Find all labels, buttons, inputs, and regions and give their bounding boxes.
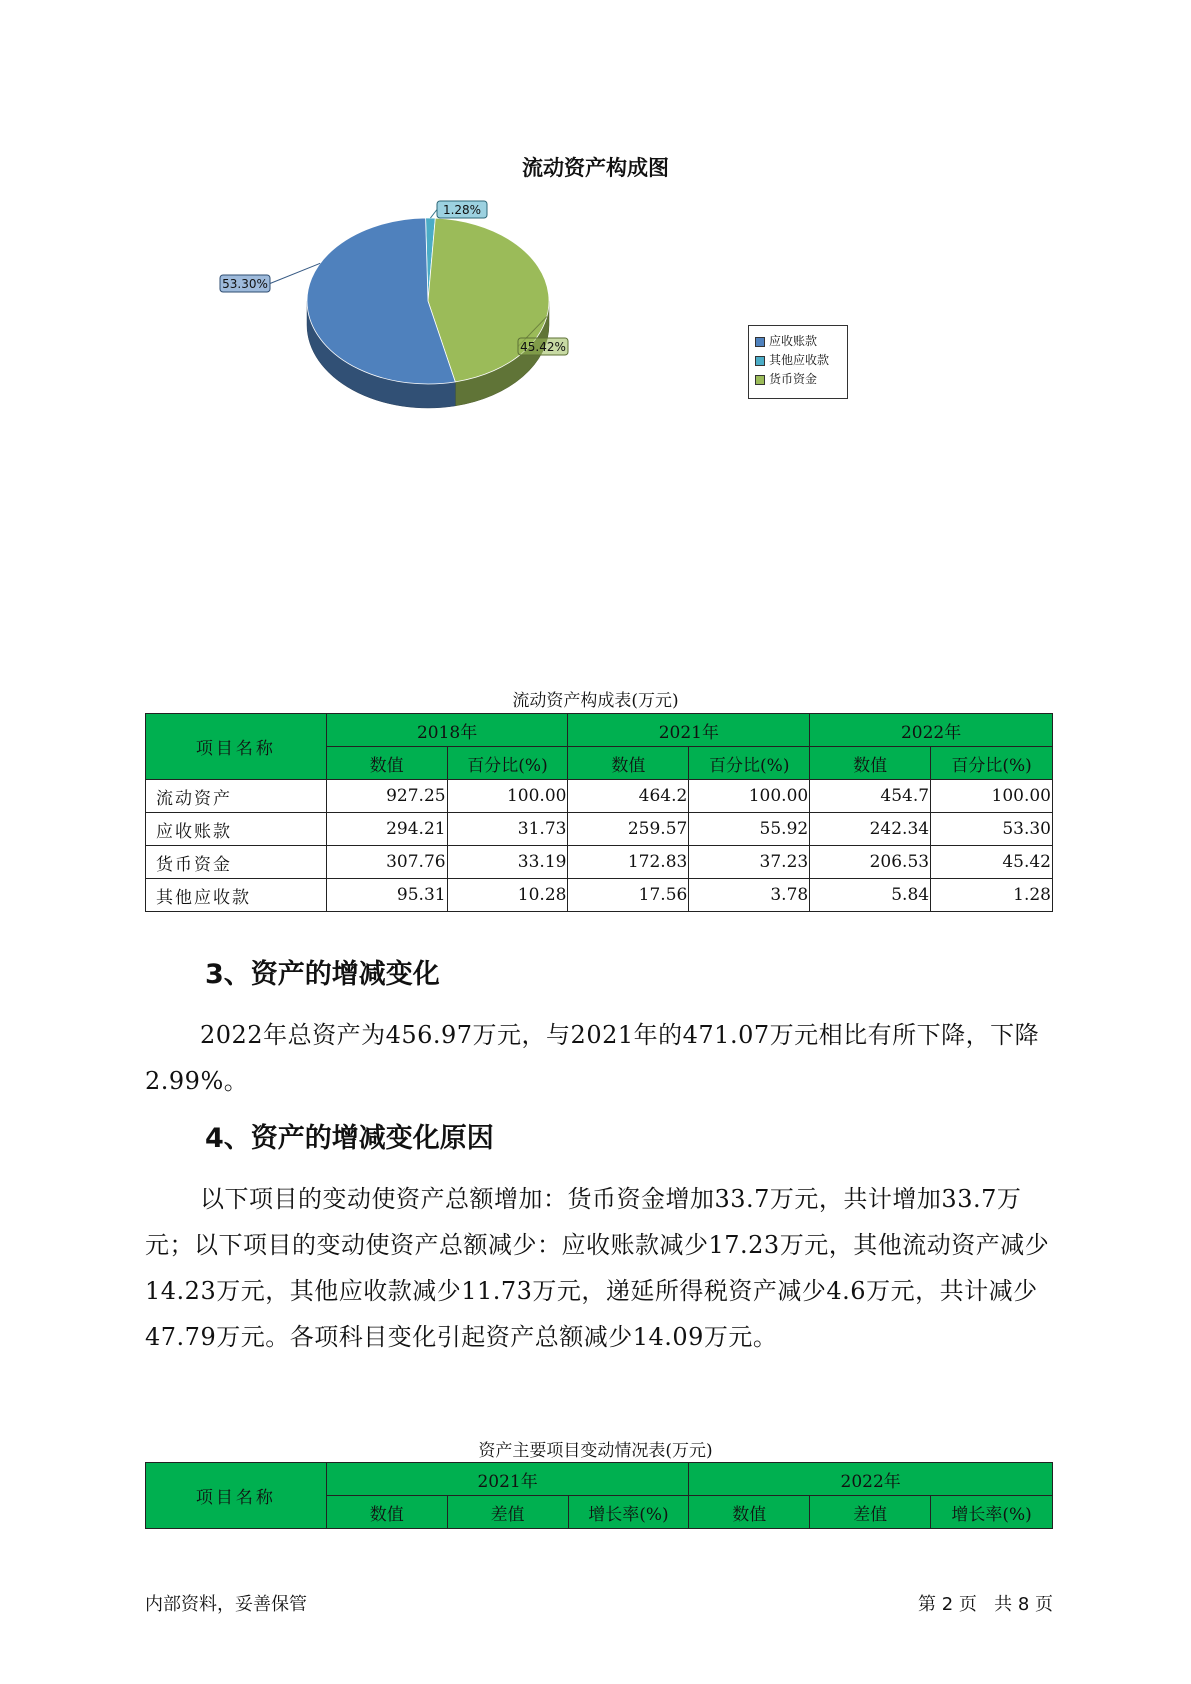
table-row <box>146 780 1053 813</box>
cell: 464.2 <box>568 780 689 813</box>
cell: 100.00 <box>447 780 568 813</box>
legend-label: 应收账款 <box>769 334 818 348</box>
chart-title: 流动资产构成图 <box>522 156 669 180</box>
legend-item <box>755 370 817 388</box>
cell: 5.84 <box>810 879 931 912</box>
cell: 17.56 <box>568 879 689 912</box>
header-value: 数值 <box>568 747 689 780</box>
header-difference: 差值 <box>447 1496 568 1529</box>
cell: 259.57 <box>568 813 689 846</box>
pie-data-label: 53.30% <box>222 277 268 291</box>
header-item-name: 项目名称 <box>146 714 327 780</box>
header-percent: 百分比(%) <box>447 747 568 780</box>
header-value: 数值 <box>326 747 447 780</box>
section3-heading: 3、资产的增减变化 <box>205 959 440 990</box>
header-percent: 百分比(%) <box>931 747 1053 780</box>
cell: 33.19 <box>447 846 568 879</box>
header-year: 2022年 <box>810 714 1053 747</box>
cell: 31.73 <box>447 813 568 846</box>
legend-label: 货币资金 <box>769 372 818 386</box>
header-year: 2021年 <box>568 714 810 747</box>
table-row <box>146 879 1053 912</box>
table1 <box>145 713 1053 912</box>
legend-swatch <box>755 375 765 385</box>
header-item-name: 项目名称 <box>146 1463 327 1529</box>
table-row <box>146 813 1053 846</box>
cell: 45.42 <box>931 846 1053 879</box>
cell: 55.92 <box>689 813 810 846</box>
header-value: 数值 <box>810 747 931 780</box>
cell: 242.34 <box>810 813 931 846</box>
pie-data-label: 45.42% <box>520 340 566 354</box>
cell: 206.53 <box>810 846 931 879</box>
page-number: 第 2 页 共 8 页 <box>918 1594 1053 1615</box>
cell: 95.31 <box>326 879 447 912</box>
section3-body: 2022年总资产为456.97万元，与2021年的471.07万元相比有所下降，下降2.99%。 <box>145 1021 1040 1095</box>
pie-leader-line <box>430 210 437 219</box>
section4-body: 以下项目的变动使资产总额增加：货币资金增加33.7万元，共计增加33.7万元；以下项目的变动使资产总额减少：应收账款减少17.23万元，其他流动资产减少14.23万元，其他应收款减少11.73万元，递延所得税资产减少4.6万元，共计减少47.79万元。各项科目变化引起资产总额减少14.09万元。 <box>145 1185 1050 1351</box>
chart-legend <box>748 325 848 399</box>
legend-swatch <box>755 356 765 366</box>
header-growth-rate: 增长率(%) <box>931 1496 1053 1529</box>
header-year: 2021年 <box>326 1463 689 1496</box>
header-year: 2018年 <box>326 714 568 747</box>
cell: 100.00 <box>689 780 810 813</box>
header-value: 数值 <box>326 1496 447 1529</box>
header-year: 2022年 <box>689 1463 1053 1496</box>
row-name: 流动资产 <box>146 780 327 813</box>
cell: 307.76 <box>326 846 447 879</box>
row-name: 应收账款 <box>146 813 327 846</box>
legend-item <box>755 332 817 350</box>
footer-note: 内部资料，妥善保管 <box>145 1594 307 1615</box>
header-growth-rate: 增长率(%) <box>568 1496 689 1529</box>
cell: 1.28 <box>931 879 1053 912</box>
legend-label: 其他应收款 <box>769 353 830 367</box>
cell: 37.23 <box>689 846 810 879</box>
cell: 454.7 <box>810 780 931 813</box>
cell: 10.28 <box>447 879 568 912</box>
row-name: 货币资金 <box>146 846 327 879</box>
cell: 100.00 <box>931 780 1053 813</box>
pie-data-label: 1.28% <box>442 203 482 217</box>
cell: 294.21 <box>326 813 447 846</box>
section4-heading: 4、资产的增减变化原因 <box>205 1123 494 1154</box>
header-difference: 差值 <box>810 1496 931 1529</box>
table1-caption: 流动资产构成表(万元) <box>512 691 679 711</box>
header-percent: 百分比(%) <box>689 747 810 780</box>
cell: 53.30 <box>931 813 1053 846</box>
table2-caption: 资产主要项目变动情况表(万元) <box>478 1441 713 1461</box>
legend-item <box>755 351 829 369</box>
pie-chart <box>200 195 580 435</box>
header-value: 数值 <box>689 1496 810 1529</box>
cell: 3.78 <box>689 879 810 912</box>
cell: 172.83 <box>568 846 689 879</box>
legend-swatch <box>755 337 765 347</box>
table-row <box>146 846 1053 879</box>
row-name: 其他应收款 <box>146 879 327 912</box>
cell: 927.25 <box>326 780 447 813</box>
table2 <box>145 1462 1053 1529</box>
